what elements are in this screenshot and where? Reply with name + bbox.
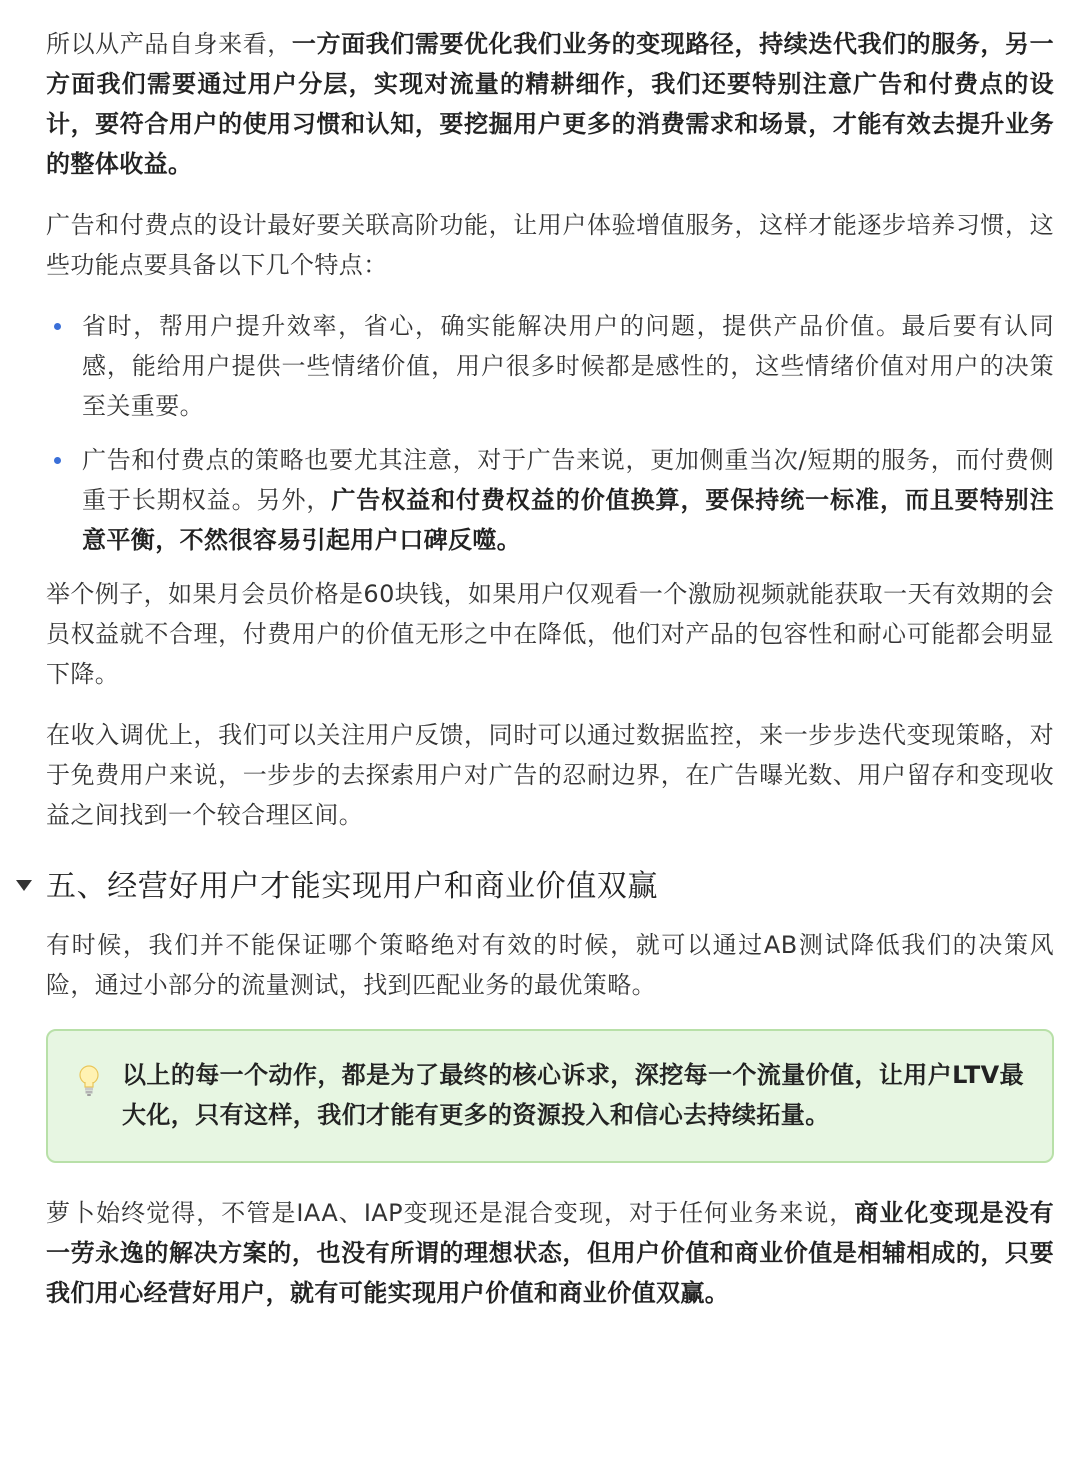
list-item	[46, 306, 1054, 426]
list-item-bold-text: 广告权益和付费权益的价值换算，要保持统一标准，而且要特别注意平衡，不然很容易引起用户口碑反噬。	[82, 486, 1054, 554]
section-heading[interactable]	[46, 865, 1054, 909]
lightbulb-icon	[78, 1065, 100, 1097]
paragraph-product-perspective	[46, 24, 1054, 184]
callout-box	[46, 1029, 1054, 1163]
triangle-down-icon[interactable]	[16, 880, 32, 891]
list-item-text: 省时，帮用户提升效率，省心，确实能解决用户的问题，提供产品价值。最后要有认同感，能给用户提供一些情绪价值，用户很多时候都是感性的，这些情绪价值对用户的决策至关重要。	[82, 312, 1054, 420]
paragraph-bold-text: 商业化变现是没有一劳永逸的解决方案的，也没有所谓的理想状态，但用户价值和商业价值是相辅相成的，只要我们用心经营好用户，就有可能实现用户价值和商业价值双赢。	[46, 1199, 1054, 1307]
paragraph-ab-testing: 有时候，我们并不能保证哪个策略绝对有效的时候，就可以通过AB测试降低我们的决策风险，通过小部分的流量测试，找到匹配业务的最优策略。	[46, 931, 1054, 999]
paragraph-text: 所以从产品自身来看，	[46, 30, 292, 58]
paragraph-text: 萝卜始终觉得，不管是IAA、IAP变现还是混合变现，对于任何业务来说，	[46, 1199, 855, 1227]
bullet-dot-icon	[54, 323, 61, 330]
section-title: 五、经营好用户才能实现用户和商业价值双赢	[46, 869, 658, 904]
article-content	[46, 24, 1054, 1334]
paragraph-ad-design: 广告和付费点的设计最好要关联高阶功能，让用户体验增值服务，这样才能逐步培养习惯，这些功能点要具备以下几个特点：	[46, 211, 1054, 279]
bullet-dot-icon	[54, 457, 61, 464]
paragraph-bold-text: 一方面我们需要优化我们业务的变现路径，持续迭代我们的服务，另一方面我们需要通过用户分层，实现对流量的精耕细作，我们还要特别注意广告和付费点的设计，要符合用户的使用习惯和认知，要挖掘用户更多的消费需求和场景，才能有效去提升业务的整体收益。	[46, 30, 1054, 178]
paragraph-example: 举个例子，如果月会员价格是60块钱，如果用户仅观看一个激励视频就能获取一天有效期的会员权益就不合理，付费用户的价值无形之中在降低，他们对产品的包容性和耐心可能都会明显下降。	[46, 580, 1054, 688]
paragraph-revenue-tuning: 在收入调优上，我们可以关注用户反馈，同时可以通过数据监控，来一步步迭代变现策略，对于免费用户来说，一步步的去探索用户对广告的忍耐边界，在广告曝光数、用户留存和变现收益之间找到一个较合理区间。	[46, 721, 1054, 829]
callout-text: 以上的每一个动作，都是为了最终的核心诉求，深挖每一个流量价值，让用户LTV最大化，只有这样，我们才能有更多的资源投入和信心去持续拓量。	[122, 1061, 1024, 1129]
list-item-text: 广告和付费点的策略也要尤其注意，对于广告来说，更加侧重当次/短期的服务，而付费侧重于长期权益。另外，	[82, 446, 1054, 514]
feature-list	[46, 306, 1054, 560]
paragraph-conclusion	[46, 1193, 1054, 1313]
list-item	[46, 440, 1054, 560]
